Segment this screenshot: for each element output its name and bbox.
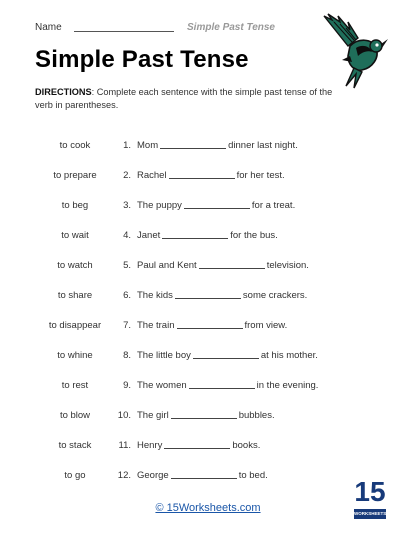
sentence-end: from view. [244,320,288,331]
answer-blank[interactable] [189,388,255,389]
answer-blank[interactable] [175,298,241,299]
answer-blank[interactable] [184,208,250,209]
sentence [137,380,318,391]
answer-blank[interactable] [164,448,230,449]
sentence-start: Mom [137,140,159,151]
sentence-end: for the bus. [230,230,278,241]
sentence [137,200,295,211]
exercise-row [0,380,416,394]
sentence [137,410,275,421]
verb-hint: to prepare [53,170,97,181]
sentence-end: books. [232,440,261,451]
exercise-row [0,290,416,304]
sentence-start: Janet [137,230,161,241]
answer-blank[interactable] [169,178,235,179]
name-blank[interactable] [74,31,174,32]
verb-hint: to disappear [48,320,102,331]
sentence-start: The kids [137,290,173,301]
worksheets-logo [352,476,399,524]
item-number: 4. [123,230,131,241]
sentence [137,350,318,361]
sentence [137,260,309,271]
answer-blank[interactable] [160,148,226,149]
answer-blank[interactable] [162,238,228,239]
item-number: 2. [123,170,131,181]
directions [35,86,335,112]
verb-hint: to stack [58,440,92,451]
sentence-start: George [137,470,169,481]
item-number: 9. [123,380,131,391]
sentence-end: dinner last night. [228,140,298,151]
sentence [137,440,260,451]
sentence-end: to bed. [238,470,268,481]
directions-text: : Complete each sentence with the simple past tense of the verb in parentheses. [35,87,333,110]
sentence-end: in the evening. [256,380,319,391]
sentence [137,290,307,301]
name-field [35,22,174,33]
answer-blank[interactable] [177,328,243,329]
item-number: 6. [123,290,131,301]
item-number: 8. [123,350,131,361]
item-number: 1. [123,140,131,151]
sentence-start: Paul and Kent [137,260,197,271]
sentence-start: The little boy [137,350,191,361]
exercise-row [0,260,416,274]
verb-hint: to whine [57,350,93,361]
item-number: 11. [118,440,131,451]
sentence-end: for her test. [236,170,285,181]
exercise-row [0,440,416,454]
directions-label: DIRECTIONS [35,87,92,97]
sentence-start: Henry [137,440,163,451]
exercise-row [0,230,416,244]
sentence [137,230,278,241]
page-title: Simple Past Tense [35,46,249,73]
sentence-end: for a treat. [251,200,296,211]
answer-blank[interactable] [193,358,259,359]
sentence [137,320,287,331]
verb-hint: to blow [59,410,91,421]
sentence-start: The train [137,320,175,331]
verb-hint: to wait [61,230,89,241]
sentence-end: some crackers. [242,290,308,301]
exercise-row [0,200,416,214]
sentence-end: bubbles. [238,410,275,421]
sentence [137,470,268,481]
sentence-start: Rachel [137,170,167,181]
verb-hint: to rest [61,380,89,391]
verb-hint: to share [57,290,93,301]
exercise-row [0,410,416,424]
item-number: 5. [123,260,131,271]
item-number: 10. [117,410,131,421]
name-label: Name [35,22,62,33]
exercise-row [0,170,416,184]
exercise-row [0,320,416,334]
verb-hint: to watch [57,260,93,271]
sentence-end: at his mother. [260,350,318,361]
item-number: 3. [123,200,131,211]
sentence [137,170,285,181]
item-number: 12. [117,470,131,481]
verb-hint: to cook [59,140,91,151]
exercise-row [0,140,416,154]
copyright-link[interactable]: © 15Worksheets.com [155,502,261,514]
answer-blank[interactable] [171,478,237,479]
item-number: 7. [123,320,131,331]
answer-blank[interactable] [171,418,237,419]
verb-hint: to go [64,470,86,481]
sentence [137,140,298,151]
sentence-end: television. [266,260,309,271]
sentence-start: The puppy [137,200,182,211]
answer-blank[interactable] [199,268,265,269]
verb-hint: to beg [61,200,89,211]
hummingbird-icon [318,12,388,90]
logo-number: 15 [354,476,386,507]
exercise-row [0,350,416,364]
sentence-start: The women [137,380,187,391]
logo-label: WORKSHEETS.COM [354,511,399,516]
topic-label: Simple Past Tense [187,22,275,33]
sentence-start: The girl [137,410,169,421]
